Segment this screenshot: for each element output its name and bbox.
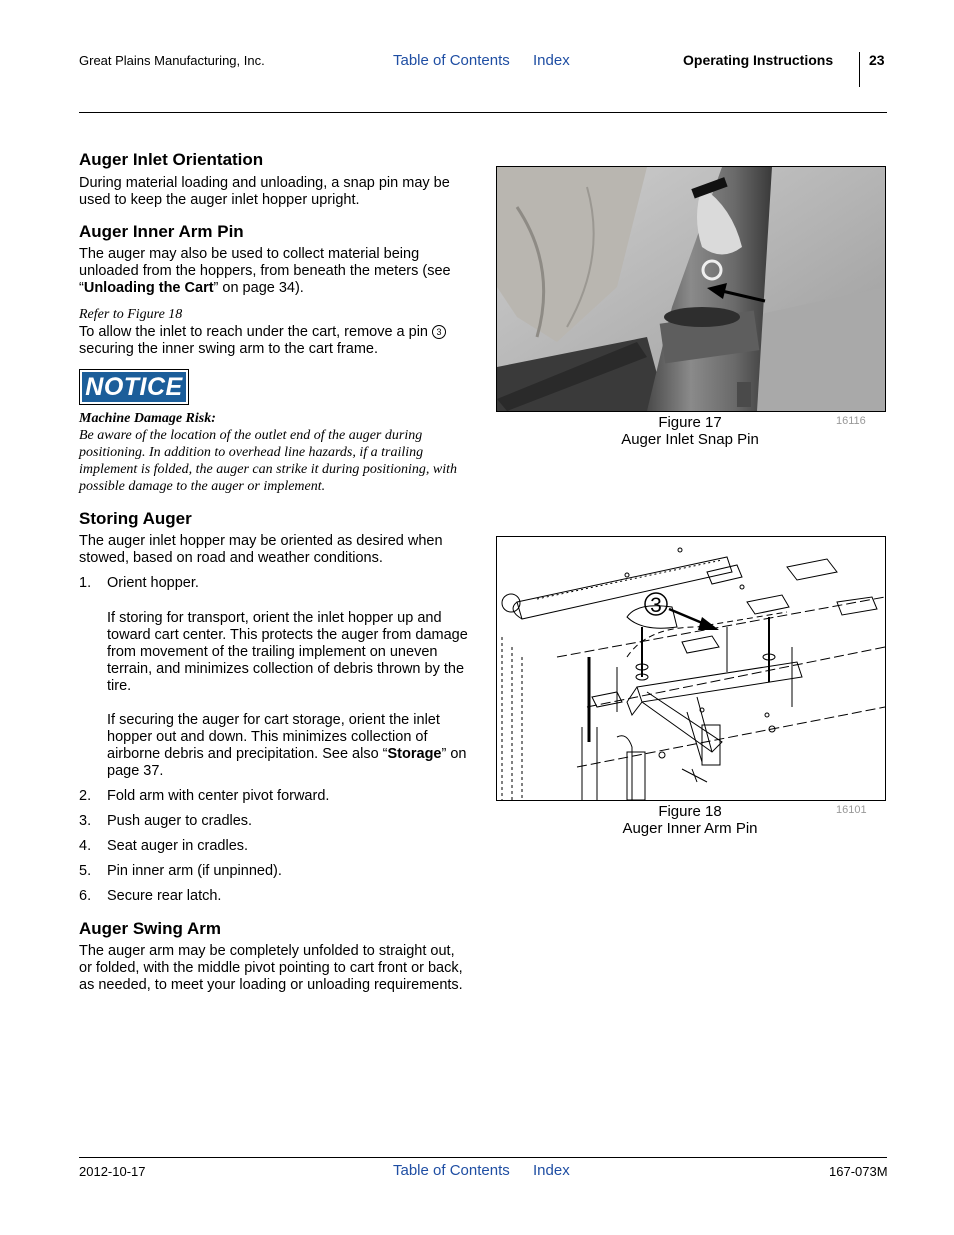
inner-arm-pin-instruction xyxy=(79,324,471,358)
header-divider xyxy=(859,52,860,87)
list-item xyxy=(79,863,471,880)
heading-auger-swing-arm: Auger Swing Arm xyxy=(79,919,221,938)
list-item xyxy=(79,788,471,805)
list-item xyxy=(79,888,471,905)
notice-text: NOTICE xyxy=(82,372,186,402)
list-item xyxy=(79,575,471,780)
footer-doc-number: 167-073M xyxy=(829,1164,888,1179)
heading-auger-inner-arm-pin: Auger Inner Arm Pin xyxy=(79,222,244,241)
list-item xyxy=(79,838,471,855)
auger-inlet-orientation-body: During material loading and unloading, a snap pin may be used to keep the auger inlet hopper upright. xyxy=(79,175,450,208)
heading-storing-auger: Storing Auger xyxy=(79,509,192,528)
page-number: 23 xyxy=(869,52,885,68)
storing-auger-body: The auger inlet hopper may be oriented as desired when stowed, based on road and weather conditions. xyxy=(79,533,443,566)
body-text: The auger may also be used to collect material being unloaded from the hoppers, from beneath the meters (see “ xyxy=(79,246,451,296)
step-detail xyxy=(107,712,471,780)
cross-reference: Unloading the Cart xyxy=(83,280,214,296)
body-text: securing the inner swing arm to the cart frame. xyxy=(79,341,378,357)
cross-reference: Storage xyxy=(387,746,442,762)
footer-table-of-contents-link[interactable]: Table of Contents xyxy=(393,1162,510,1179)
footer-date: 2012-10-17 xyxy=(79,1164,146,1179)
step-text: Seat auger in cradles. xyxy=(107,838,249,854)
auger-inner-arm-pin-body xyxy=(79,246,471,297)
body-text: ” on page 37. xyxy=(107,746,467,779)
notice-label xyxy=(79,369,189,405)
step-text: Push auger to cradles. xyxy=(107,813,253,829)
body-text: If securing the auger for cart storage, orient the inlet hopper out and down. This minimizes collection of airborne debris and precipitation. See also “ xyxy=(107,712,440,762)
auger-inlet-photo-image xyxy=(497,167,885,411)
storing-steps-list xyxy=(79,575,471,905)
step-number: 6. xyxy=(79,888,92,904)
body-text: ” on page 34). xyxy=(213,280,304,296)
body-text: To allow the inlet to reach under the cart, remove a pin xyxy=(79,324,428,340)
figure-17-number: Figure 17 xyxy=(658,414,722,431)
figure-18-title: Auger Inner Arm Pin xyxy=(622,820,758,837)
auger-inner-arm-drawing-image xyxy=(497,537,885,800)
figure-18-number: Figure 18 xyxy=(658,803,722,820)
figure-17-title: Auger Inlet Snap Pin xyxy=(621,431,759,448)
step-text: Secure rear latch. xyxy=(107,888,222,904)
table-of-contents-link[interactable]: Table of Contents xyxy=(393,52,510,69)
notice-risk-title: Machine Damage Risk: xyxy=(79,411,216,426)
step-number: 5. xyxy=(79,863,92,879)
footer-index-link[interactable]: Index xyxy=(533,1162,570,1179)
notice-risk-text: Be aware of the location of the outlet end of the auger during positioning. In addition to overhead line hazards, if a trailing implement is folded, the auger can strike it during positioning, with possible damage to the auger or implement. xyxy=(79,428,457,494)
step-detail: If storing for transport, orient the inlet hopper up and toward cart center. This protects the auger from damage from movement of the trailing implement on uneven terrain, and minimizes collection of debris thrown by the tire. xyxy=(107,610,468,694)
step-number: 1. xyxy=(79,575,92,591)
list-item xyxy=(79,813,471,830)
figure-18-drawing xyxy=(496,536,886,801)
refer-to-figure: Refer to Figure 18 xyxy=(79,307,183,322)
figure-18-callout: 3 xyxy=(650,594,662,617)
step-text: Pin inner arm (if unpinned). xyxy=(107,863,282,879)
figure-18-id: 16101 xyxy=(836,804,867,816)
step-number: 2. xyxy=(79,788,92,804)
auger-swing-arm-body: The auger arm may be completely unfolded to straight out, or folded, with the middle pivot pointing to cart front or back, as needed, to meet your loading or unloading requirements. xyxy=(79,943,463,993)
header-rule xyxy=(79,112,887,113)
index-link[interactable]: Index xyxy=(533,52,570,69)
figure-17-photo xyxy=(496,166,886,412)
section-title: Operating Instructions xyxy=(683,52,834,68)
step-text: Orient hopper. xyxy=(107,575,199,591)
heading-auger-inlet-orientation: Auger Inlet Orientation xyxy=(79,150,264,169)
callout-3: 3 xyxy=(432,325,446,339)
figure-17-id: 16116 xyxy=(836,415,866,427)
step-number: 4. xyxy=(79,838,92,854)
step-number: 3. xyxy=(79,813,92,829)
footer-rule xyxy=(79,1157,887,1158)
step-text: Fold arm with center pivot forward. xyxy=(107,788,330,804)
company-name: Great Plains Manufacturing, Inc. xyxy=(79,53,265,68)
